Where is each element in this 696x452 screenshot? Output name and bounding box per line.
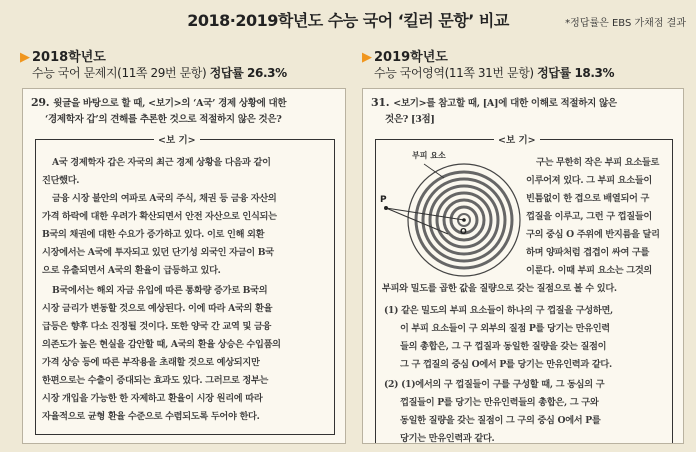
right-subtitle: 수능 국어영역(11쪽 31번 문항)	[374, 66, 534, 80]
left-bogi-box	[35, 135, 335, 435]
left-box-line: 으로 유출되면서 A국의 환율이 급등하고 있다.	[42, 265, 221, 276]
right-box-line: 부피와 밀도를 곱한 값을 질량으로 갖는 질점으로 볼 수 있다.	[382, 283, 617, 294]
left-subtitle: 수능 국어 문제지(11쪽 29번 문항)	[32, 66, 207, 80]
right-year: 2019학년도	[374, 50, 448, 65]
right-box-line: (2) (1)에서의 구 껍질들이 구를 구성할 때, 그 동심의 구	[384, 379, 605, 390]
right-box-line: 껍질들이 P를 당기는 만유인력들의 총합은, 그 구와	[400, 397, 599, 408]
center-o-label: O	[460, 227, 467, 236]
right-year-heading	[362, 46, 448, 65]
center-o-marker	[462, 218, 466, 222]
left-box-line: 가격 하락에 대한 우려가 확산되면서 안전 자산으로 인식되는	[42, 211, 277, 222]
right-box-line: 당기는 만유인력과 같다.	[400, 433, 495, 444]
left-exam-panel	[22, 88, 346, 444]
right-box-side-line: 이루어져 있다. 그 부피 요소들이	[526, 175, 652, 186]
left-box-line: 시장 금리가 변동할 것으로 예상된다. 이에 따라 A국의 환율	[42, 303, 273, 314]
left-box-line: 급등은 향후 다소 진정될 것이다. 또한 양국 간 교역 및 금융	[42, 321, 272, 332]
left-question-number: 29.	[31, 96, 50, 109]
right-box-side-line: 구의 중심 O 주위에 반지름을 달리	[526, 229, 660, 240]
left-rate: 정답률 26.3%	[209, 66, 287, 80]
right-box-side-line: 빈틈없이 한 겹으로 배열되어 구	[526, 193, 650, 204]
right-box-line: 이 부피 요소들이 구 외부의 질점 P를 당기는 만유인력	[400, 323, 610, 334]
right-bogi-box	[375, 135, 673, 444]
left-bogi-tag: <보 기>	[154, 132, 200, 146]
left-year: 2018학년도	[32, 50, 106, 65]
left-box-line: B국의 채권에 대한 수요가 증가하고 있다. 이로 인해 외환	[42, 229, 265, 240]
left-box-line: 시장 개입을 가능한 한 자제하고 환율이 시장 원리에 따라	[42, 393, 263, 404]
left-question-text-1: 윗글을 바탕으로 할 때, <보기>의 ‘A국’ 경제 상황에 대한	[53, 98, 287, 109]
left-box-line: 한편으로는 수출이 증대되는 효과도 있다. 그러므로 정부는	[42, 375, 269, 386]
left-year-heading	[20, 46, 106, 65]
right-box-line: 들의 총합은, 그 구 껍질과 동일한 질량을 갖는 질점이	[400, 341, 607, 352]
left-box-line: B국에서는 해외 자금 유입에 따른 통화량 증가로 B국의	[52, 285, 268, 296]
scoring-note: *정답률은 EBS 가채점 결과	[565, 18, 686, 29]
right-box-side-line: 껍질을 이루고, 그런 구 껍질들이	[526, 211, 652, 222]
sphere-shell-diagram	[378, 144, 526, 282]
left-question-line-1	[31, 95, 286, 109]
left-box-line: 자율적으로 균형 환율 수준으로 수렴되도록 두어야 한다.	[42, 411, 260, 422]
right-question-text-1: <보기>를 참고할 때, [A]에 대한 이해로 적절하지 않은	[393, 98, 617, 109]
point-p-label: P	[380, 195, 387, 205]
right-box-line: 그 구 껍질의 중심 O에서 P를 당기는 만유인력과 같다.	[400, 359, 612, 370]
point-p-marker	[384, 206, 388, 210]
right-rate: 정답률 18.3%	[537, 66, 615, 80]
arrow-icon: ▶	[20, 50, 30, 65]
left-box-line: 시장에서는 A국에 투자되고 있던 단기성 외국인 자금이 B국	[42, 247, 274, 258]
right-box-side-line: 구는 무한히 작은 부피 요소들로	[536, 157, 660, 168]
right-box-side-line: 하며 양파처럼 겹겹이 싸여 구를	[526, 247, 650, 258]
left-box-line: 의존도가 높은 현실을 감안할 때, A국의 환율 상승은 수입품의	[42, 339, 281, 350]
right-box-line: (1) 같은 밀도의 부피 요소들이 하나의 구 껍질을 구성하면,	[384, 305, 613, 316]
left-box-line: A국 경제학자 갑은 자국의 최근 경제 상황을 다음과 같이	[52, 157, 271, 168]
left-subtitle-line	[32, 64, 287, 81]
right-exam-panel	[362, 88, 684, 444]
left-box-line: 진단했다.	[42, 175, 80, 186]
right-box-side-line: 이룬다. 이때 부피 요소는 그것의	[526, 265, 652, 276]
part-label: 부피 요소	[412, 151, 446, 160]
left-question-line-2: ‘경제학자 갑’의 견해를 추론한 것으로 적절하지 않은 것은?	[45, 114, 282, 125]
right-question-number: 31.	[371, 96, 390, 109]
arrow-icon: ▶	[362, 50, 372, 65]
right-question-line-1	[371, 95, 617, 109]
left-box-line: 가격 상승 등에 따른 부작용을 초래할 것으로 예상되지만	[42, 357, 260, 368]
left-box-line: 금융 시장 불안의 여파로 A국의 주식, 채권 등 금융 자산의	[52, 193, 277, 204]
right-bogi-tag: <보 기>	[494, 132, 540, 146]
right-box-line: 동일한 질량을 갖는 질점이 그 구의 중심 O에서 P를	[400, 415, 601, 426]
right-subtitle-line	[374, 64, 614, 81]
page-title: 2018·2019학년도 수능 국어 ‘킬러 문항’ 비교	[187, 11, 509, 30]
right-question-line-2: 것은? [3점]	[385, 114, 435, 125]
